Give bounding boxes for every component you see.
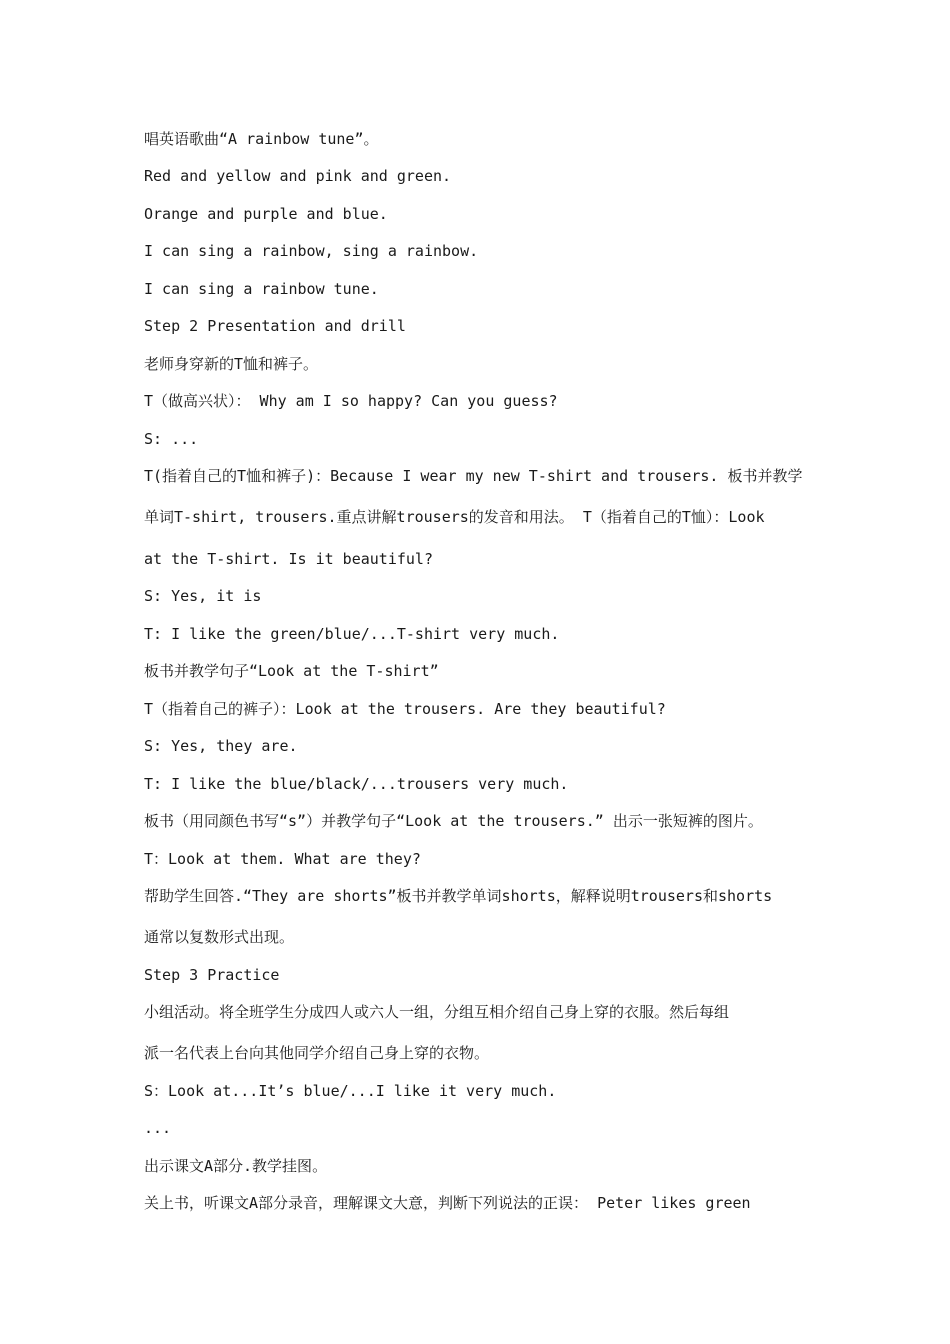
text-line: 唱英语歌曲“A rainbow tune”。 [144,130,379,148]
text-line: ... [144,1119,172,1137]
text-line: T: I like the green/blue/...T-shirt very much. [144,625,560,643]
text-line: 单词T-shirt, trousers.重点讲解trousers的发音和用法。 T（指着自己的T恤）：Look [144,508,765,526]
text-line: at the T-shirt. Is it beautiful? [144,550,433,568]
text-line: S: ... [144,430,199,448]
text-line: 板书并教学句子“Look at the T-shirt” [144,662,439,680]
section-heading: Step 3 Practice [144,966,280,984]
text-line: 派一名代表上台向其他同学介绍自己身上穿的衣物。 [144,1044,490,1062]
text-line: Orange and purple and blue. [144,205,388,223]
text-line: 出示课文A部分.教学挂图。 [144,1157,328,1175]
text-line: I can sing a rainbow, sing a rainbow. [144,242,479,260]
text-line: Red and yellow and pink and green. [144,167,452,185]
text-line: 板书（用同颜色书写“s”）并教学句子“Look at the trousers.” 出示一张短裤的图片。 [144,812,763,830]
text-line: 小组活动。将全班学生分成四人或六人一组，分组互相介绍自己身上穿的衣服。然后每组 [144,1003,730,1021]
text-line: S：Look at...It’s blue/...I like it very much. [144,1082,557,1100]
text-line: 帮助学生回答.“They are shorts”板书并教学单词shorts，解释说明trousers和shorts [144,887,773,905]
text-line: T（指着自己的裤子）：Look at the trousers. Are they beautiful? [144,700,666,718]
text-line: S: Yes, it is [144,587,262,605]
text-line: T：Look at them. What are they? [144,850,421,868]
text-line: 老师身穿新的T恤和裤子。 [144,355,319,373]
section-heading: Step 2 Presentation and drill [144,317,406,335]
text-line: T: I like the blue/black/...trousers very much. [144,775,569,793]
text-line: 通常以复数形式出现。 [144,928,295,946]
text-line: T(指着自己的T恤和裤子)：Because I wear my new T-shirt and trousers. 板书并教学 [144,467,803,485]
text-line: I can sing a rainbow tune. [144,280,379,298]
text-line: 关上书，听课文A部分录音，理解课文大意，判断下列说法的正误： Peter likes green [144,1194,751,1212]
text-line: T（做高兴状）： Why am I so happy? Can you guess? [144,392,558,410]
text-line: S: Yes, they are. [144,737,298,755]
